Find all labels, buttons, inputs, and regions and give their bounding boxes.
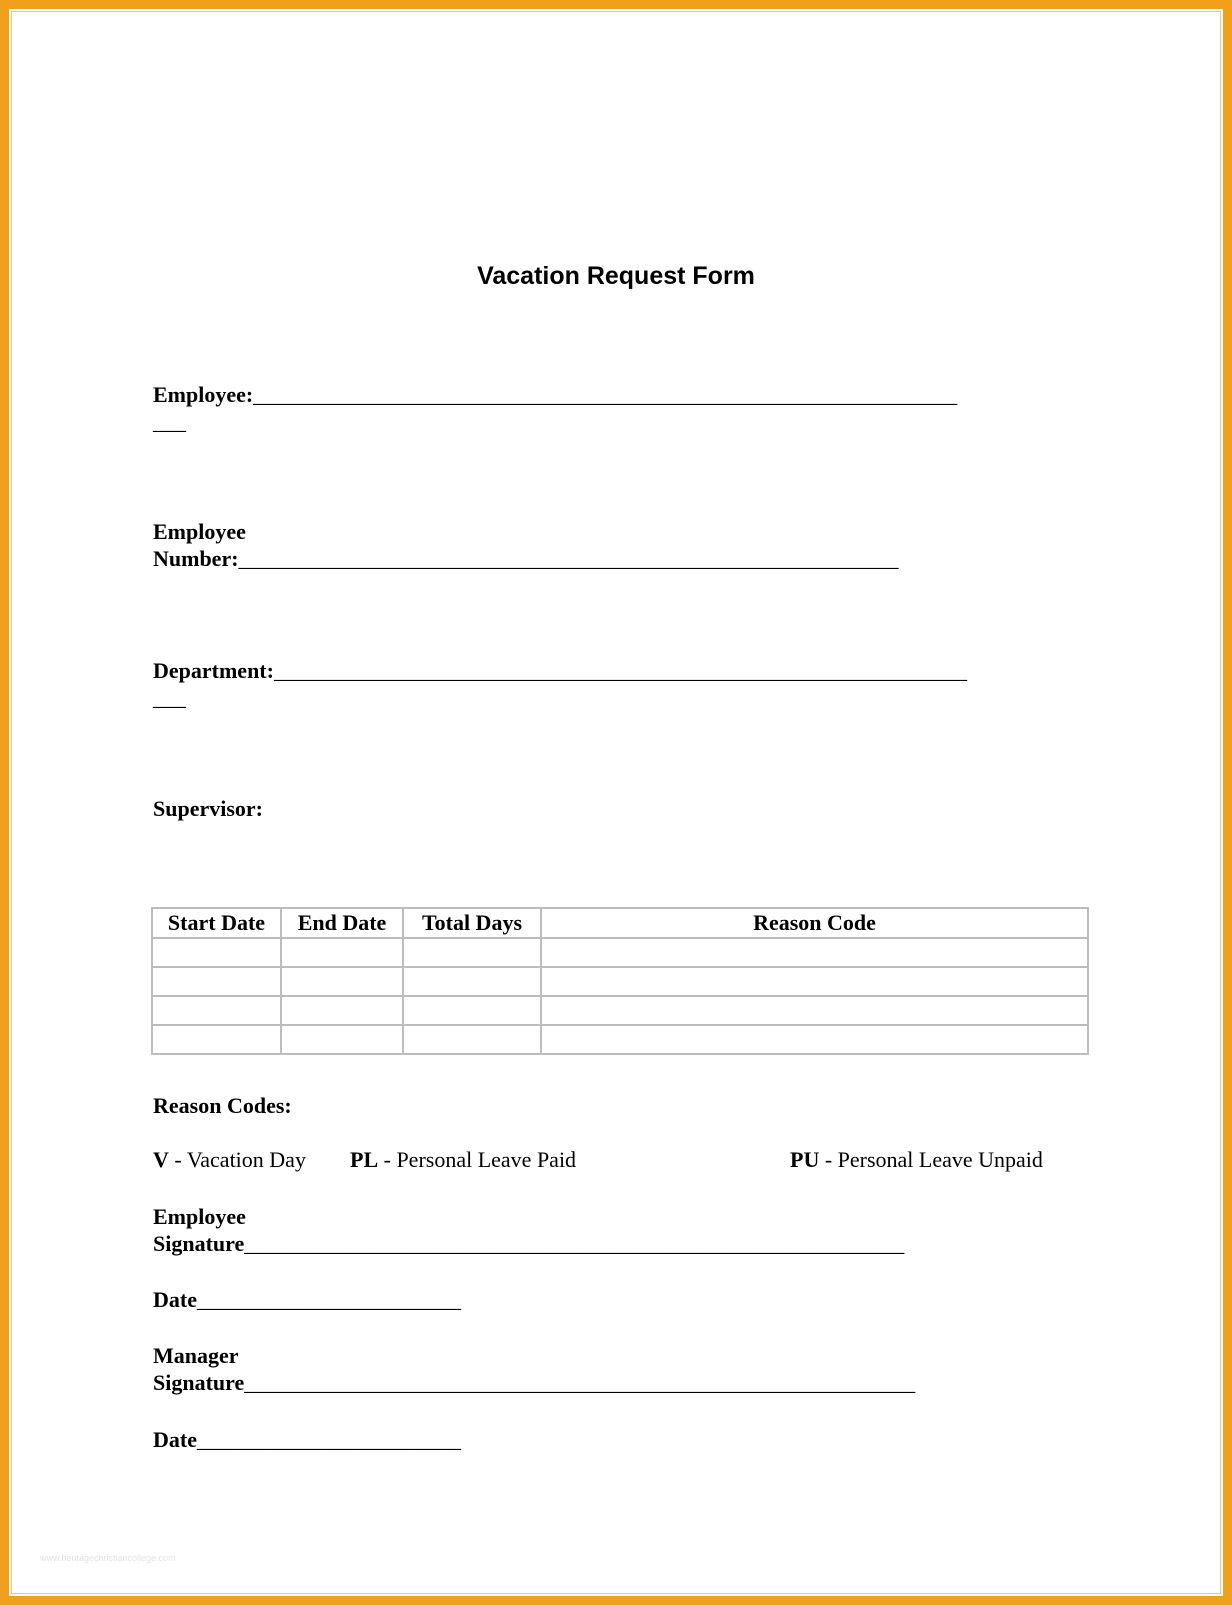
code-pu: PU (790, 1147, 820, 1172)
employee-line: ________________________________________________________________ (253, 382, 958, 407)
manager-signature-line: _____________________________________________________________ (244, 1370, 916, 1395)
table-cell[interactable] (152, 967, 281, 996)
table-cell[interactable] (281, 967, 403, 996)
col-total-days: Total Days (403, 908, 541, 938)
table-cell[interactable] (152, 938, 281, 967)
table-cell[interactable] (403, 967, 541, 996)
code-pu-desc: - Personal Leave Unpaid (819, 1147, 1043, 1172)
employee-number-field[interactable] (153, 545, 899, 572)
employee-signature-field[interactable] (153, 1230, 904, 1257)
code-v: V (153, 1147, 169, 1172)
code-v-desc: - Vacation Day (168, 1147, 306, 1172)
table-cell[interactable] (152, 1025, 281, 1054)
manager-signature-field[interactable] (153, 1369, 915, 1396)
code-pl: PL (350, 1147, 379, 1172)
employee-date-field[interactable] (153, 1286, 461, 1313)
form-title: Vacation Request Form (477, 262, 755, 290)
employee-signature-label-2: Signature (153, 1231, 245, 1256)
table-row (152, 996, 1088, 1025)
supervisor-label: Supervisor: (153, 796, 263, 821)
vacation-dates-table (151, 907, 1089, 1055)
date-label: Date (153, 1427, 197, 1452)
watermark: www.heritagechristiancollege.com (40, 1553, 176, 1563)
employee-line-cont: ___ (153, 409, 186, 434)
department-field[interactable] (153, 657, 967, 684)
department-line: _______________________________________________________________ (273, 658, 967, 683)
date-line: ________________________ (196, 1427, 461, 1452)
table-cell[interactable] (152, 996, 281, 1025)
employee-signature-line: ____________________________________________________________ (244, 1231, 905, 1256)
employee-number-label: Employee (153, 519, 246, 544)
table-cell[interactable] (541, 1025, 1088, 1054)
col-reason-code: Reason Code (541, 908, 1088, 938)
date-label: Date (153, 1287, 197, 1312)
table-cell[interactable] (281, 996, 403, 1025)
table-cell[interactable] (541, 996, 1088, 1025)
col-end-date: End Date (281, 908, 403, 938)
employee-field[interactable] (153, 381, 957, 408)
department-line-cont: ___ (153, 685, 186, 710)
table-cell[interactable] (403, 996, 541, 1025)
table-cell[interactable] (281, 938, 403, 967)
table-cell[interactable] (541, 938, 1088, 967)
table-row (152, 938, 1088, 967)
manager-date-field[interactable] (153, 1426, 461, 1453)
table-row (152, 967, 1088, 996)
employee-number-label-2: Number: (153, 546, 239, 571)
manager-signature-label-2: Signature (153, 1370, 245, 1395)
department-label: Department: (153, 658, 274, 683)
reason-codes-heading: Reason Codes: (153, 1093, 292, 1118)
employee-signature-label: Employee (153, 1204, 246, 1229)
table-cell[interactable] (281, 1025, 403, 1054)
col-start-date: Start Date (152, 908, 281, 938)
reason-code-pu (790, 1147, 1043, 1173)
date-line: ________________________ (196, 1287, 461, 1312)
table-cell[interactable] (403, 1025, 541, 1054)
reason-code-pl (350, 1147, 576, 1173)
manager-signature-label: Manager (153, 1343, 239, 1368)
table-cell[interactable] (541, 967, 1088, 996)
table-cell[interactable] (403, 938, 541, 967)
table-row (152, 1025, 1088, 1054)
code-pl-desc: - Personal Leave Paid (378, 1147, 577, 1172)
reason-code-v (153, 1147, 306, 1173)
employee-label: Employee: (153, 382, 254, 407)
employee-number-line: ____________________________________________________________ (238, 546, 899, 571)
table-header-row (152, 908, 1088, 938)
